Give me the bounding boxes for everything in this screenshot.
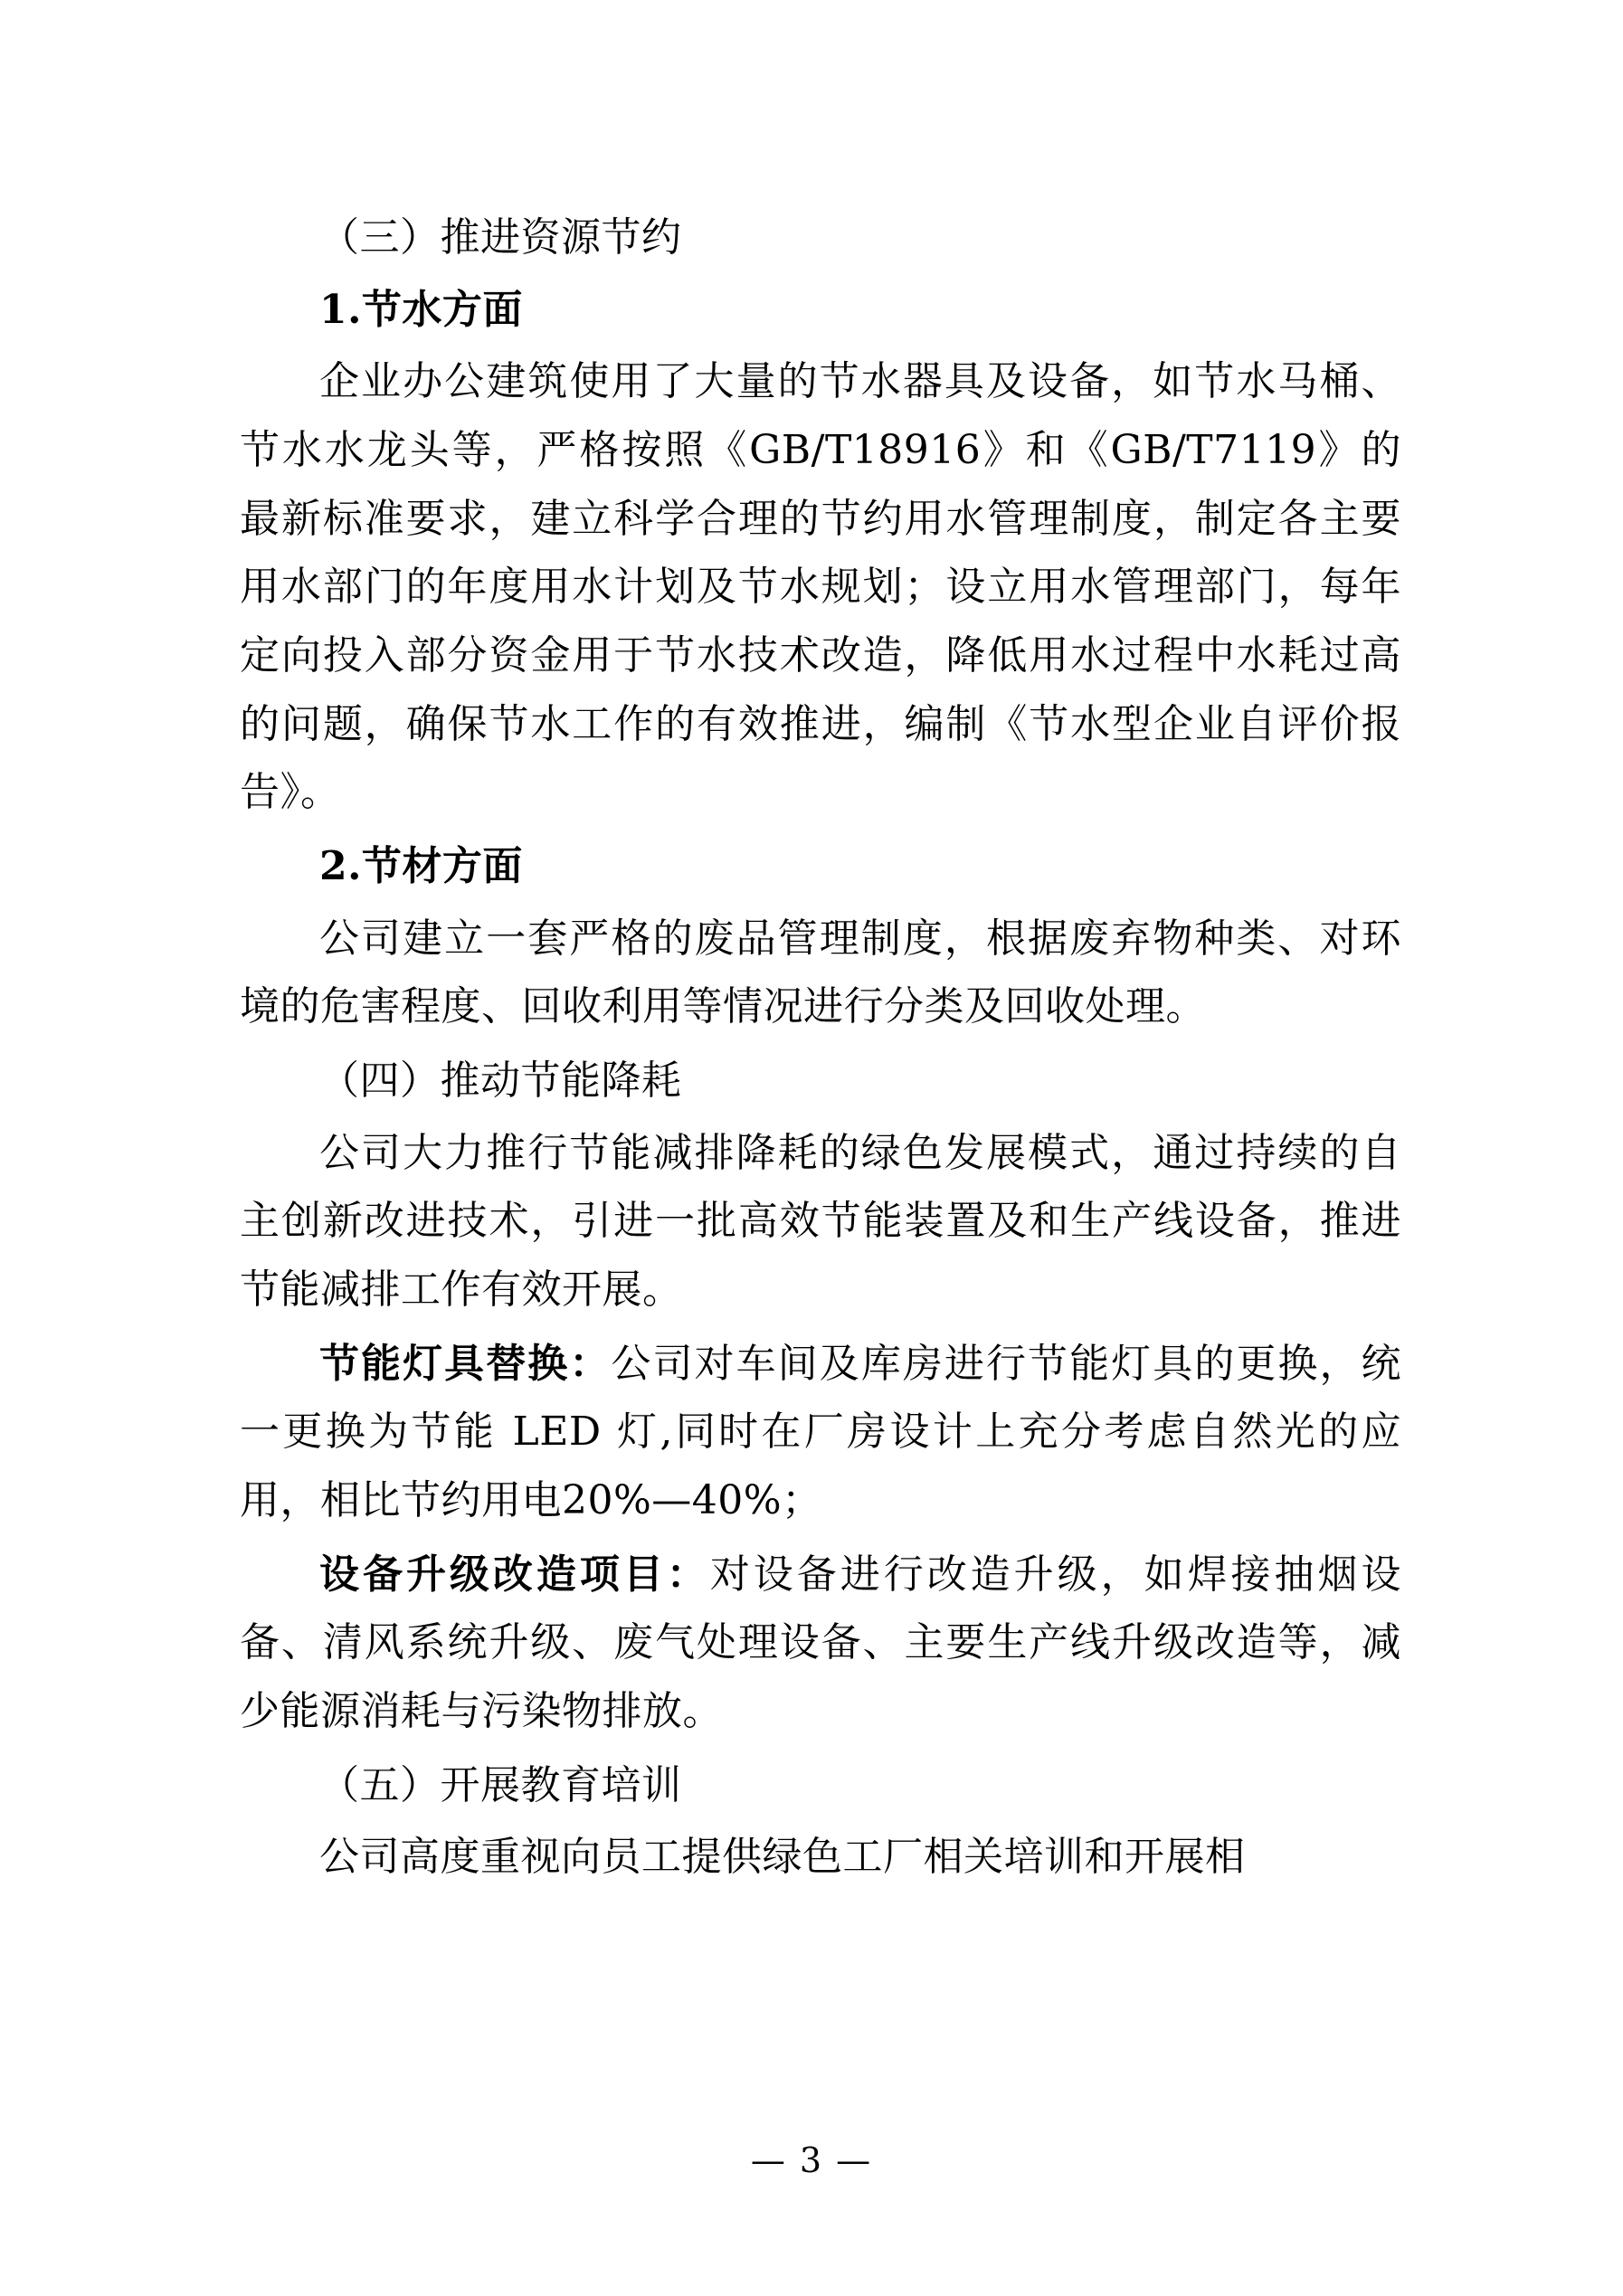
lead-equipment-upgrade: 设备升级改造项目：	[319, 1551, 710, 1598]
section-heading-five: （五）开展教育培训	[319, 1761, 682, 1808]
paragraph-training: 公司高度重视向员工提供绿色工厂相关培训和开展相	[319, 1834, 1246, 1881]
lead-lamp-replacement: 节能灯具替换：	[319, 1340, 612, 1387]
text-equipment-upgrade: 对设备进行改造升级，如焊接抽烟设备、清风系统升级、废气处理设备、主要生产线升级改造等，减少能源消耗与污染物排放。	[240, 1551, 1401, 1735]
paragraph-water-saving: 企业办公建筑使用了大量的节水器具及设备，如节水马桶、节水水龙头等，严格按照《GB/T18916》和《GB/T7119》的最新标准要求，建立科学合理的节约用水管理制度，制定各主要用水部门的年度用水计划及节水规划；设立用水管理部门，每年定向投入部分资金用于节水技术改造，降低用水过程中水耗过高的问题，确保节水工作的有效推进，编制《节水型企业自评价报告》。	[240, 358, 1401, 816]
paragraph-material-saving: 公司建立一套严格的废品管理制度，根据废弃物种类、对环境的危害程度、回收利用等情况进行分类及回收处理。	[240, 915, 1401, 1030]
sub-heading-water-saving: 1.节水方面	[319, 286, 523, 333]
sub-heading-material-saving: 2.节材方面	[319, 843, 523, 890]
section-heading-three: （三）推进资源节约	[319, 214, 682, 261]
text-lamp-replacement: 公司对车间及库房进行节能灯具的更换，统一更换为节能 LED 灯,同时在厂房设计上充分考虑自然光的应用，相比节约用电20%—40%；	[240, 1340, 1402, 1524]
paragraph-equipment-upgrade	[240, 1541, 1401, 1746]
page-number: — 3 —	[750, 2140, 873, 2180]
paragraph-energy-saving: 公司大力推行节能减排降耗的绿色发展模式，通过持续的自主创新改进技术，引进一批高效节能装置及和生产线设备，推进节能减排工作有效开展。	[240, 1129, 1401, 1314]
document-body	[240, 204, 1401, 1892]
paragraph-lamp-replacement	[240, 1330, 1401, 1535]
section-heading-four: （四）推动节能降耗	[319, 1058, 682, 1105]
